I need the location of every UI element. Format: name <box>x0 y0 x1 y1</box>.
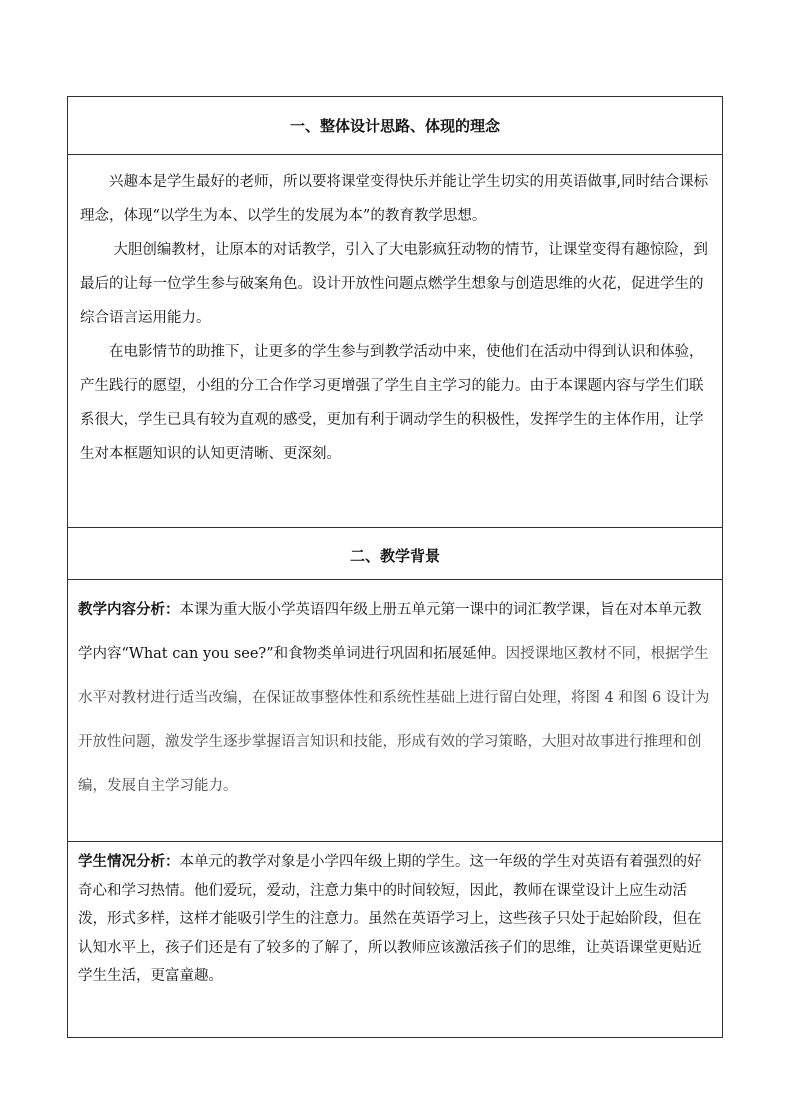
content-analysis-cell <box>68 580 722 842</box>
section1-title: 一、整体设计思路、体现的理念 <box>289 117 500 135</box>
lesson-plan-table <box>67 96 723 1038</box>
section-title-design-concept <box>68 97 722 155</box>
content-analysis-label: 教学内容分析： <box>78 601 180 618</box>
section-title-teaching-background <box>68 528 722 580</box>
student-analysis-paragraph <box>78 848 712 991</box>
content-analysis-text-b: 因授课地区教材不同，根据学生水平对教材进行适当改编，在保证故事整体性和系统性基础上进行留白处理，将图 4 和图 6 设计为开放性问题，激发学生逐步掌握语言知识和技能，形成有效的学习策略，大胆对故事进行推理和创编，发展自主学习能力。 <box>78 646 710 794</box>
paragraph: 兴趣本是学生最好的老师，所以要将课堂变得快乐并能让学生切实的用英语做事,同时结合课标理念，体现“以学生为本、以学生的发展为本”的教育教学思想。 <box>80 174 709 224</box>
paragraph: 在电影情节的助推下，让更多的学生参与到教学活动中来，使他们在活动中得到认识和体验，产生践行的愿望，小组的分工合作学习更增强了学生自主学习的能力。由于本课题内容与学生们联系很大，学生已具有较为直观的感受，更加有利于调动学生的积极性，发挥学生的主体作用，让学生对本框题知识的认知更清晰、更深刻。 <box>80 344 704 462</box>
student-analysis-cell <box>68 842 722 1037</box>
section2-title: 二、教学背景 <box>349 547 440 565</box>
paragraph: 大胆创编教材，让原本的对话教学，引入了大电影疯狂动物的情节，让课堂变得有趣惊险，到最后的让每一位学生参与破案角色。设计开放性问题点燃学生想象与创造思维的火花，促进学生的综合语言运用能力。 <box>80 242 708 326</box>
student-analysis-label: 学生情况分析： <box>78 853 180 870</box>
content-analysis-paragraph <box>78 588 712 808</box>
content-analysis-text-a: 本课为重大版小学英语四年级上册五单元第一课中的词汇教学课，旨在对本单元教学内容“What can you see?”和食物类单词进行巩固和拓展延伸。 <box>78 602 702 662</box>
student-analysis-text: 本单元的教学对象是小学四年级上期的学生。这一年级的学生对英语有着强烈的好奇心和学习热情。他们爱玩，爱动，注意力集中的时间较短，因此，教师在课堂设计上应生动活泼，形式多样，这样才能吸引学生的注意力。虽然在英语学习上，这些孩子只处于起始阶段，但在认知水平上，孩子们还是有了较多的了解了，所以教师应该激活孩子们的思维，让英语课堂更贴近学生生活，更富童趣。 <box>78 854 702 984</box>
design-concept-body <box>68 155 722 528</box>
